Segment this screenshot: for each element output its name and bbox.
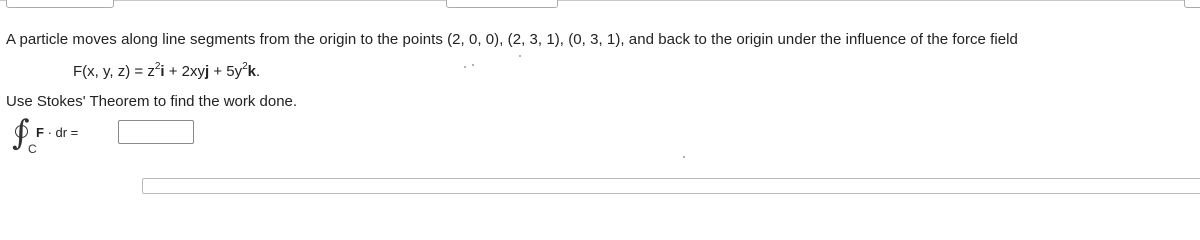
- previous-field-edge: [1184, 0, 1200, 8]
- instruction-text: Use Stokes' Theorem to find the work done.: [6, 93, 298, 110]
- answer-input[interactable]: [118, 120, 194, 144]
- unit-vector-j: j: [204, 63, 210, 80]
- integrand-vector-f: F: [36, 125, 44, 140]
- force-field-equation: [73, 63, 260, 80]
- unit-vector-k: k: [247, 63, 256, 80]
- force-end: .: [256, 63, 261, 80]
- integrand-rest: · dr =: [43, 125, 79, 140]
- artifact-dot: [464, 66, 466, 68]
- top-divider: [0, 0, 1200, 1]
- integral-subscript: C: [28, 142, 37, 156]
- next-field-edge: [142, 178, 1200, 194]
- force-term-3: + 5y: [209, 63, 243, 80]
- previous-field-edge: [446, 0, 558, 8]
- force-term-1: z: [147, 63, 155, 80]
- problem-statement: A particle moves along line segments from the origin to the points (2, 0, 0), (2, 3, 1), (0, 3, 1), and back to the origin under the influence of the force field: [6, 31, 1018, 48]
- previous-field-edge: [6, 0, 114, 8]
- integral-sign: ∫: [12, 113, 30, 153]
- force-lhs: F(x, y, z) =: [73, 63, 148, 80]
- force-term-1-exponent: 2: [154, 61, 161, 72]
- force-term-3-exponent: 2: [242, 61, 248, 72]
- force-term-2: + 2xy: [164, 63, 205, 80]
- contour-circle-icon: [15, 125, 28, 138]
- integrand: [36, 125, 78, 140]
- artifact-dot: [519, 55, 521, 57]
- unit-vector-i: i: [160, 63, 165, 80]
- artifact-dot: [683, 156, 685, 158]
- artifact-dot: [472, 64, 474, 66]
